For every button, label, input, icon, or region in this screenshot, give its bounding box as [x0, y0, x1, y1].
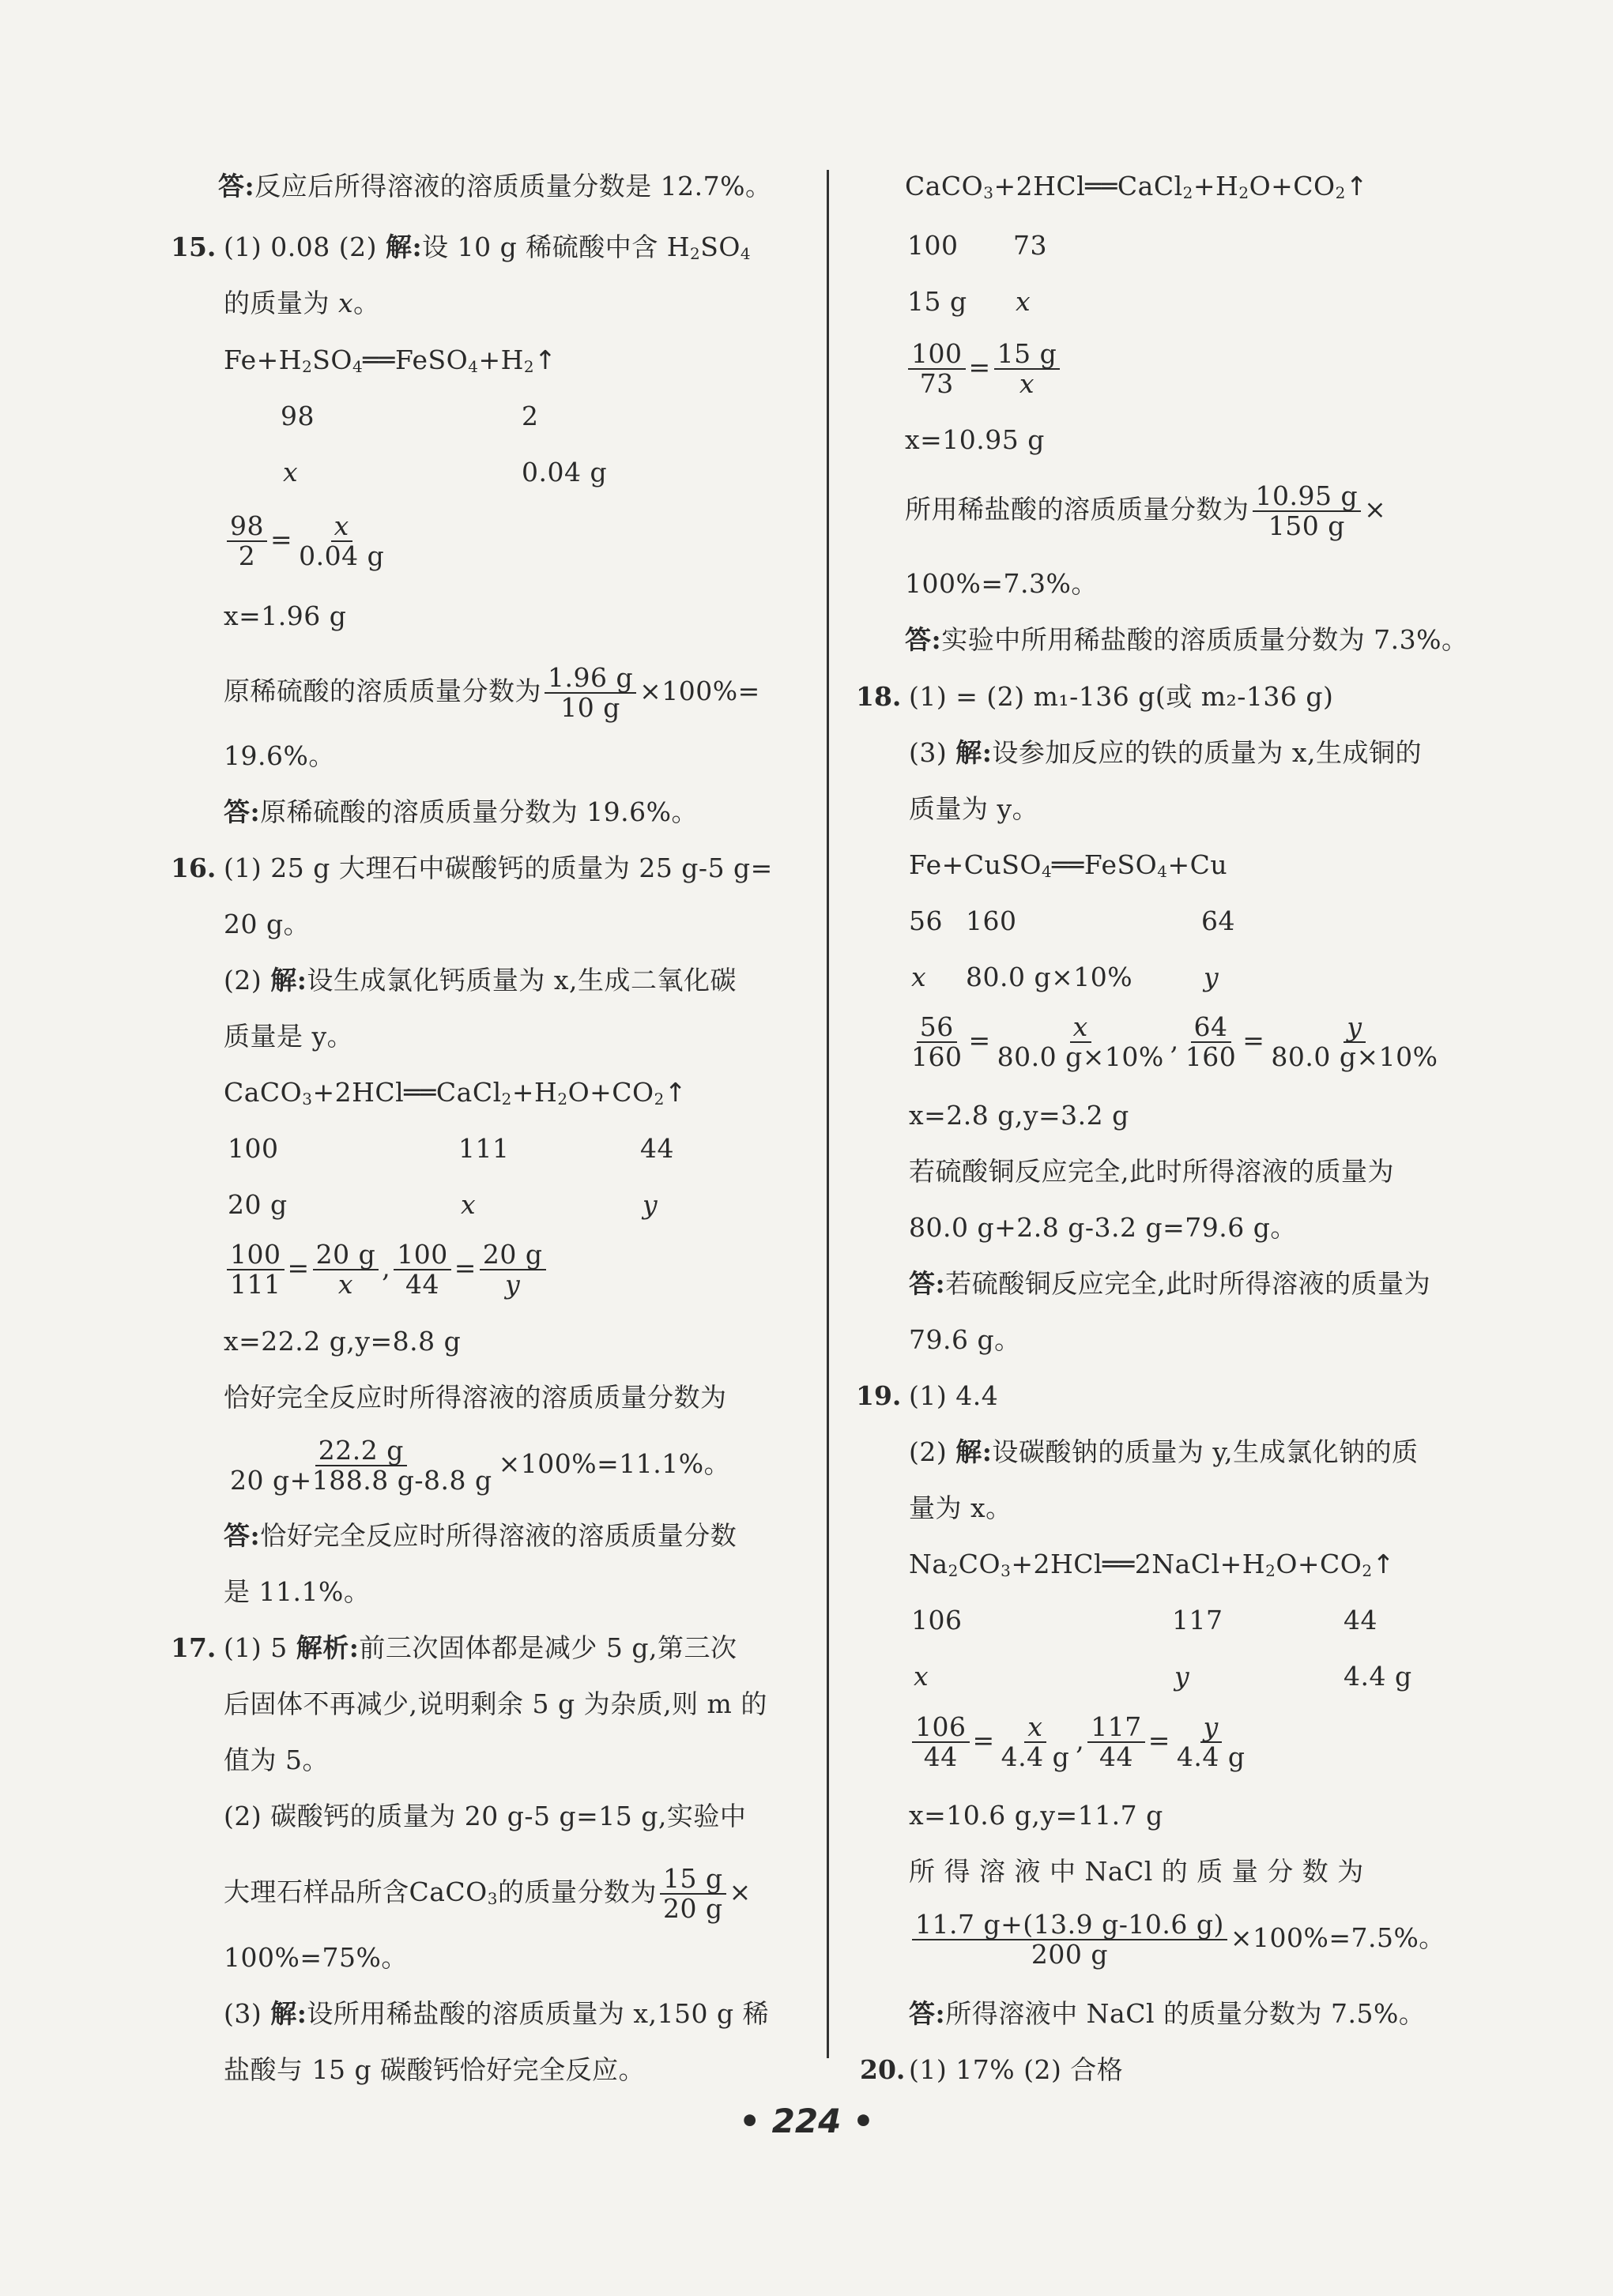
- q18-line-1: (1) = (2) m₁-136 g(或 m₂-136 g): [909, 681, 1334, 712]
- q16-line-1: (1) 25 g 大理石中碳酸钙的质量为 25 g-5 g=: [224, 853, 773, 883]
- q17-answer: 答:实验中所用稀盐酸的溶质质量分数为 7.3%。: [905, 624, 1468, 655]
- q18-mass-56: 56: [909, 905, 943, 936]
- q15-known-mass: 0.04 g: [522, 457, 608, 487]
- q18-proportion: $\frac{56}{160}$ = $\frac{x}{80.0 g\times 10\%}$ , $\frac{64}{160}$ = $\frac{y}{80.0 g\times 10\%}$: [911, 1011, 1438, 1072]
- q16-fraction-line: $\frac{22.2 g}{20 g+188.8 g-8.8 g}$ ×100%=11.1%。: [230, 1435, 731, 1496]
- q18-equation: Fe+CuSO$_4$══FeSO$_4$+Cu: [909, 849, 1228, 881]
- q18-results: x=2.8 g,y=3.2 g: [909, 1100, 1129, 1131]
- q19-known-mass: 4.4 g: [1344, 1661, 1412, 1692]
- question-15-number: 15.: [171, 231, 217, 262]
- q16-answer: 答:恰好完全反应时所得溶液的溶质质量分数: [224, 1520, 737, 1551]
- q16-mass-44: 44: [640, 1133, 674, 1164]
- q19-mass-44: 44: [1344, 1605, 1377, 1635]
- column-divider: [827, 170, 829, 2058]
- q19-mass-117: 117: [1172, 1605, 1223, 1635]
- answer-text: 反应后所得溶液的溶质质量分数是 12.7%。: [254, 171, 772, 201]
- q17-equation: $CaCO_3+2HCl══CaCl_2+H_2O+CO_2↑$: [905, 171, 1368, 202]
- q16-results: x=22.2 g,y=8.8 g: [224, 1326, 462, 1357]
- q18-line-2: (3) 解:设参加反应的铁的质量为 x,生成铜的: [909, 737, 1423, 768]
- question-16-number: 16.: [171, 853, 217, 883]
- q19-results: x=10.6 g,y=11.7 g: [909, 1800, 1163, 1831]
- q17-line-1: (1) 5 解析:前三次固体都是减少 5 g,第三次: [224, 1632, 737, 1663]
- answer-14-conclusion: [218, 169, 772, 204]
- q17-fraction-line: 大理石样品所含CaCO$_3$的质量分数为 $\frac{15 g}{20 g}$ ×: [224, 1863, 752, 1924]
- page-number: • 224 •: [739, 2102, 874, 2140]
- q16-line-fraction-intro: 恰好完全反应时所得溶液的溶质质量分数为: [224, 1382, 727, 1413]
- q17-percent-line: 所用稀盐酸的溶质质量分数为 $\frac{10.95 g}{150 g}$ ×: [905, 480, 1387, 541]
- q16-unknown-x: x: [461, 1189, 477, 1220]
- q18-line-4: 若硫酸铜反应完全,此时所得溶液的质量为: [909, 1156, 1394, 1187]
- q15-equation: $Fe+H_2SO_4══FeSO_4+H_2↑$: [224, 344, 557, 376]
- q17-mass-73: 73: [1013, 230, 1047, 261]
- q15-line-1: (1) 0.08 (2) 解:设 10 g 稀硫酸中含 $H_2SO_4$: [224, 231, 752, 263]
- q20-line-1: (1) 17% (2) 合格: [909, 2054, 1124, 2085]
- q18-known-mass: 80.0 g×10%: [966, 962, 1133, 992]
- q17-line-5: (3) 解:设所用稀盐酸的溶质质量为 x,150 g 稀: [224, 1998, 770, 2029]
- q17-mass-100: 100: [907, 230, 959, 261]
- q15-line-2: 的质量为 x。: [224, 288, 380, 318]
- q15-proportion: $\frac{98}{2}$ = $\frac{x}{0.04 g}$: [224, 512, 390, 570]
- q18-line-3: 质量为 y。: [909, 793, 1039, 824]
- q19-unknown-y: y: [1174, 1661, 1190, 1692]
- q19-line-2: (2) 解:设碳酸钠的质量为 y,生成氯化钠的质: [909, 1436, 1419, 1467]
- q15-result-x: x=1.96 g: [224, 600, 347, 631]
- q17-line-3: 值为 5。: [224, 1745, 329, 1775]
- q18-answer: 答:若硫酸铜反应完全,此时所得溶液的质量为: [909, 1268, 1431, 1299]
- q19-equation: $Na_2CO_3+2HCl══2NaCl+H_2O+CO_2↑$: [909, 1549, 1395, 1580]
- q16-equation: $CaCO_3+2HCl══CaCl_2+H_2O+CO_2↑$: [224, 1077, 687, 1108]
- q19-fraction-line: $\frac{11.7 g+(13.9 g-10.6 g)}{200 g}$ ×100%=7.5%。: [909, 1910, 1445, 1969]
- question-20-number: 20.: [860, 2054, 906, 2085]
- q19-line-4: 所 得 溶 液 中 NaCl 的 质 量 分 数 为: [909, 1856, 1364, 1887]
- answer-label: 答:: [218, 171, 255, 201]
- q17-line-4: (2) 碳酸钙的质量为 20 g-5 g=15 g,实验中: [224, 1801, 747, 1831]
- q16-line-3: (2) 解:设生成氯化钙质量为 x,生成二氧化碳: [224, 965, 737, 996]
- q15-fraction-line: 原稀硫酸的溶质质量分数为 $\frac{1.96 g}{10 g}$ ×100%=: [224, 662, 760, 723]
- q19-line-1: (1) 4.4: [909, 1380, 999, 1411]
- q19-mass-106: 106: [911, 1605, 963, 1635]
- q19-line-3: 量为 x。: [909, 1492, 1012, 1523]
- q18-mass-160: 160: [966, 905, 1017, 936]
- q17-known-15g: 15 g: [907, 286, 967, 317]
- q18-unknown-y: y: [1204, 962, 1219, 992]
- q18-answer-cont: 79.6 g。: [909, 1324, 1021, 1355]
- q15-mass-98: 98: [281, 401, 315, 431]
- q18-unknown-x: x: [911, 962, 927, 992]
- q17-unknown-x: x: [1016, 286, 1031, 317]
- q19-proportion: $\frac{106}{44}$ = $\frac{x}{4.4 g}$ , $\frac{117}{44}$ = $\frac{y}{4.4 g}$: [909, 1713, 1252, 1771]
- q19-unknown-x: x: [914, 1661, 929, 1692]
- q16-line-4: 质量是 y。: [224, 1021, 354, 1052]
- q15-mass-2: 2: [522, 401, 539, 431]
- question-17-number: 17.: [171, 1632, 217, 1663]
- question-19-number: 19.: [856, 1380, 902, 1411]
- q16-mass-111: 111: [458, 1133, 510, 1164]
- q17-line-6: 盐酸与 15 g 碳酸钙恰好完全反应。: [224, 2054, 646, 2085]
- q17-proportion: $\frac{100}{73}$ = $\frac{15 g}{x}$: [905, 340, 1063, 398]
- q17-percent-result: 100%=7.3%。: [905, 568, 1098, 599]
- q15-unknown-x: x: [283, 457, 299, 487]
- q17-percent: 100%=75%。: [224, 1942, 408, 1973]
- q16-unknown-y: y: [643, 1189, 658, 1220]
- q16-mass-100: 100: [228, 1133, 279, 1164]
- q18-mass-64: 64: [1201, 905, 1235, 936]
- q17-result-x: x=10.95 g: [905, 424, 1045, 455]
- question-18-number: 18.: [856, 681, 902, 712]
- q16-known-20g: 20 g: [228, 1189, 288, 1220]
- q16-line-2: 20 g。: [224, 909, 311, 939]
- q16-answer-cont: 是 11.1%。: [224, 1576, 371, 1607]
- q15-percent: 19.6%。: [224, 740, 335, 771]
- q17-line-2: 后固体不再减少,说明剩余 5 g 为杂质,则 m 的: [224, 1688, 767, 1719]
- q16-proportion: $\frac{100}{111}$ = $\frac{20 g}{x}$ , $\frac{100}{44}$ = $\frac{20 g}{y}$: [224, 1240, 549, 1299]
- q18-line-5: 80.0 g+2.8 g-3.2 g=79.6 g。: [909, 1212, 1297, 1243]
- q15-answer: 答:原稀硫酸的溶质质量分数为 19.6%。: [224, 796, 699, 827]
- q19-answer: 答:所得溶液中 NaCl 的质量分数为 7.5%。: [909, 1998, 1426, 2029]
